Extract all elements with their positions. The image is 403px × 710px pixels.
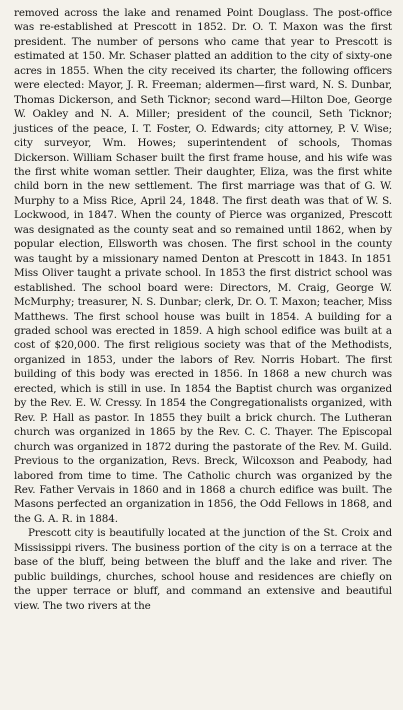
paragraph-2: Prescott city is beautifully located at the junction of the St. Croix and Mississippi rivers. The business portion of the city is on a terrace at the base of the bluff, being between the bluff and the lake and river. The public buildings, churches, school house and residences are chiefly on the upper terrace or bluff, and command an extensive and beautiful view. The two rivers at the bbox=[14, 527, 392, 612]
paragraph-1: removed across the lake and renamed Point Douglass. The post-office was re-established at Prescott in 1852. Dr. O. T. Maxon was the first president. The number of persons who came that year to Prescott is estimated at 150. Mr. Schaser platted an addition to the city of sixty-one acres in 1855. When the city received its charter, the following officers were elected: Mayor, J. R. Freeman; aldermen—first ward, N. S. Dunbar, Thomas Dickerson, and Seth Ticknor; second ward—Hilton Doe, George W. Oakley and N. A. Miller; president of the council, Seth Ticknor; justices of the peace, I. T. Foster, O. Edwards; city attorney, P. V. Wise; city surveyor, Wm. Howes; superintendent of schools, Thomas Dickerson. William Schaser built the first frame house, and his wife was the first white woman settler. Their daughter, Eliza, was the first white child born in the new settlement. The first marriage was that of G. W. Murphy to a Miss Rice, April 24, 1848. The first death was that of W. S. Lockwood, in 1847. When the county of Pierce was organized, Prescott was designated as the county seat and so remained until 1862, when by popular election, Ellsworth was chosen. The first school in the county was taught by a missionary named Denton at Prescott in 1843. In 1851 Miss Oliver taught a private school. In 1853 the first district school was established. The school board were: Directors, M. Craig, George W. McMurphy; treasurer, N. S. Dunbar; clerk, Dr. O. T. Maxon; teacher, Miss Matthews. The first school house was built in 1854. A building for a graded school was erected in 1859. A high school edifice was built at a cost of $20,000. The first religious society was that of the Methodists, organized in 1853, under the labors of Rev. Norris Hobart. The first building of this body was erected in 1856. In 1868 a new church was erected, which is still in use. In 1854 the Baptist church was organized by the Rev. E. W. Cressy. In 1854 the Congregationalists organized, with Rev. P. Hall as pastor. In 1855 they built a brick church. The Lutheran church was organized in 1865 by the Rev. C. C. Thayer. The Episcopal church was organized in 1872 during the pastorate of the Rev. M. Guild. Previous to the organization, Revs. Breck, Wilcoxson and Peabody, had labored from time to time. The Catholic church was organized by the Rev. Father Vervais in 1860 and in 1868 a church edifice was built. The Masons perfected an organization in 1856, the Odd Fellows in 1868, and the G. A. R. in 1884. bbox=[14, 7, 392, 525]
